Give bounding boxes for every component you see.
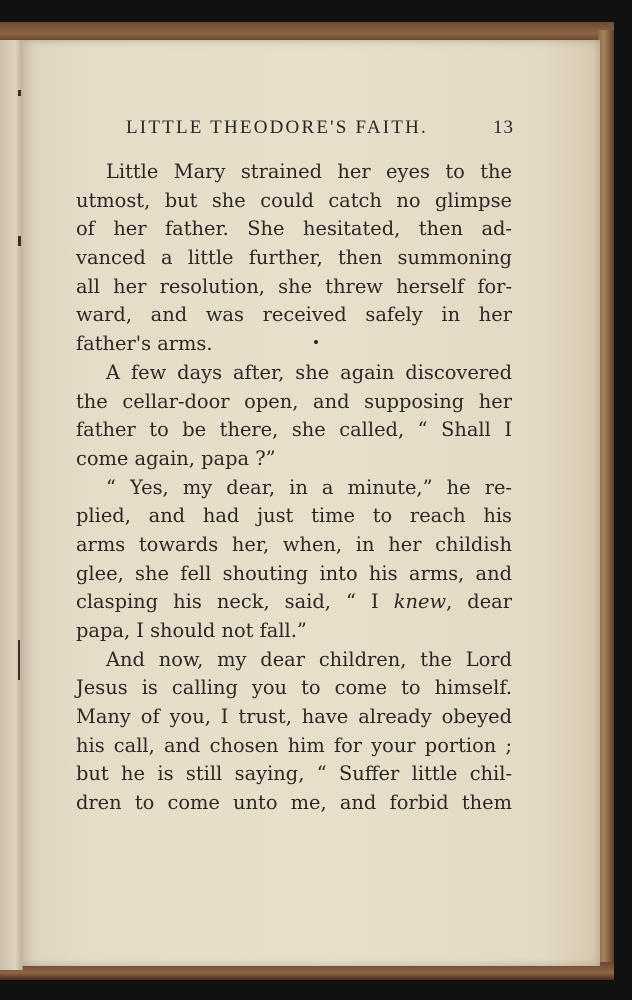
text-line: come again, papa ?” xyxy=(76,446,276,470)
cover-right-edge xyxy=(598,30,614,976)
text-line: utmost, but she could catch no glimpse xyxy=(76,188,512,212)
text-line: Jesus is calling you to come to himself. xyxy=(76,676,512,700)
text-line: glee, she fell shouting into his arms, and xyxy=(76,561,512,585)
text-line: dren to come unto me, and forbid them xyxy=(76,791,512,815)
text-line: plied, and had just time to reach his xyxy=(76,504,512,528)
text-line: all her resolution, she threw herself for- xyxy=(76,274,512,298)
text-line: but he is still saying, “ Suffer little chil- xyxy=(76,762,512,786)
text-line: Little Mary strained her eyes to the xyxy=(106,160,512,183)
facing-page-edge xyxy=(0,40,23,970)
text-line: papa, I should not fall.” xyxy=(76,619,307,642)
text-line: ward, and was received safely in her xyxy=(76,303,512,327)
text-line: Many of you, I trust, have already obeyed xyxy=(76,705,512,729)
italic-word: knew xyxy=(393,590,447,614)
text-line: A few days after, she again discovered xyxy=(106,360,512,384)
text-line: And now, my dear children, the Lord xyxy=(106,647,512,671)
text-line: his call, and chosen him for your portion ; xyxy=(76,733,512,757)
text-segment: , dear xyxy=(446,590,513,614)
text-segment: clasping his neck, said, “ I xyxy=(76,590,394,614)
text-line: the cellar-door open, and supposing her xyxy=(76,389,512,413)
running-title: LITTLE THEODORE'S FAITH. xyxy=(126,117,428,138)
text-line xyxy=(76,588,512,617)
page-number: 13 xyxy=(493,117,514,138)
text-line: father's arms. xyxy=(76,332,213,356)
text-line: “ Yes, my dear, in a minute,” he re- xyxy=(106,475,512,499)
text-line: arms towards her, when, in her childish xyxy=(76,532,512,556)
page-body-text xyxy=(76,158,512,818)
binding-stitch xyxy=(18,90,21,96)
text-line: father to be there, she called, “ Shall I xyxy=(76,418,512,442)
text-line: of her father. She hesitated, then ad- xyxy=(76,217,512,241)
text-line: vanced a little further, then summoning xyxy=(76,246,512,270)
binding-stitch xyxy=(18,236,21,246)
running-header xyxy=(126,117,516,143)
binding-stitch xyxy=(18,640,20,680)
